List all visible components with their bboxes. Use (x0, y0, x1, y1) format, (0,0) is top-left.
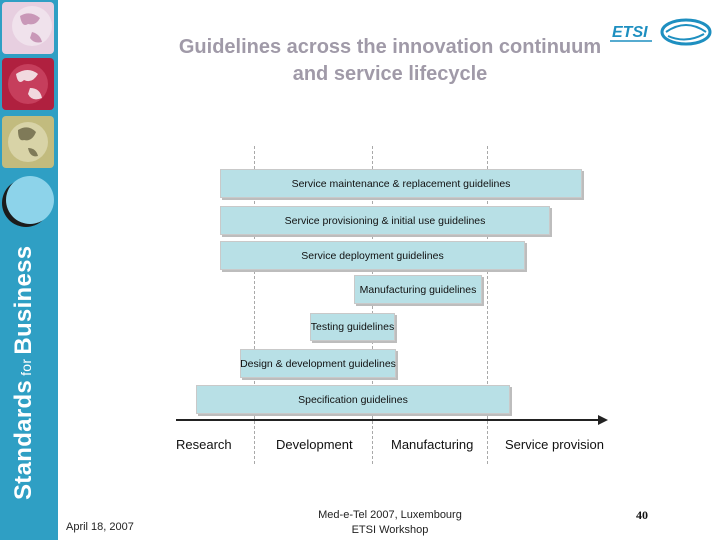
page-number: 40 (636, 508, 648, 522)
title-line-1: Guidelines across the innovation continuum (178, 36, 602, 58)
brand-word-for: for (18, 358, 34, 376)
brand-word-business: Business (10, 245, 37, 355)
brand-sidebar (0, 0, 58, 540)
brand-word-standards: Standards (10, 379, 37, 500)
guideline-bar-testing: Testing guidelines (310, 313, 395, 341)
guideline-bar-manufacturing: Manufacturing guidelines (354, 275, 482, 304)
footer-event-line-1: Med-e-Tel 2007, Luxembourg (318, 509, 462, 521)
guideline-bar-service-deployment: Service deployment guidelines (220, 241, 525, 270)
footer-event (300, 508, 480, 538)
guideline-bar-design-development: Design & development guidelines (240, 349, 396, 378)
timeline-axis (176, 419, 600, 421)
guideline-bar-service-maintenance: Service maintenance & replacement guidelines (220, 169, 582, 198)
footer-event-line-2: ETSI Workshop (351, 524, 429, 536)
footer-date: April 18, 2007 (66, 521, 134, 533)
phase-label-development: Development (276, 437, 353, 452)
phase-label-manufacturing: Manufacturing (391, 437, 474, 452)
slide-title (110, 34, 670, 88)
standards-for-business-text (10, 246, 38, 500)
guideline-bar-service-provisioning: Service provisioning & initial use guidelines (220, 206, 550, 235)
globe-image-3 (2, 116, 54, 168)
phase-label-service-provision: Service provision (505, 437, 604, 452)
etsi-logo (606, 10, 716, 50)
timeline-arrow-icon (598, 415, 608, 425)
globe-image-1 (2, 2, 54, 54)
phase-label-research: Research (176, 437, 232, 452)
brand-disc (6, 176, 54, 224)
globe-image-2 (2, 58, 54, 110)
guideline-bar-specification: Specification guidelines (196, 385, 510, 414)
title-line-2: and service lifecycle (292, 63, 488, 85)
etsi-logo-text: ETSI (612, 24, 648, 41)
